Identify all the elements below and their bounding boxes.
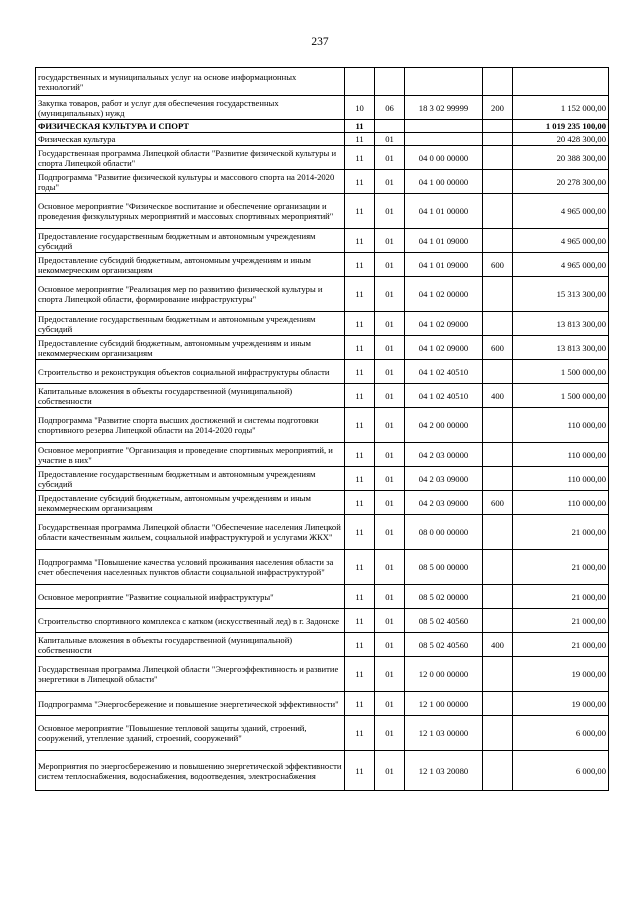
table-row (36, 692, 609, 716)
row-section-cell: 11 (345, 133, 375, 146)
row-subsection-cell: 01 (375, 491, 405, 515)
row-target-article-cell: 12 1 03 00000 (405, 716, 483, 751)
row-section-cell: 11 (345, 550, 375, 585)
row-subsection-cell: 01 (375, 146, 405, 170)
row-expense-type-cell (483, 515, 513, 550)
row-subsection-cell: 01 (375, 194, 405, 229)
row-section-cell: 11 (345, 253, 375, 277)
row-name-cell: Капитальные вложения в объекты государственной (муниципальной) собственности (36, 384, 345, 408)
row-target-article-cell (405, 120, 483, 133)
row-name-cell: Подпрограмма "Развитие спорта высших достижений и системы подготовки спортивного резерва Липецкой области на 2014-2020 годы" (36, 408, 345, 443)
row-section-cell (345, 68, 375, 96)
row-name-cell: Строительство спортивного комплекса с катком (искусственный лед) в г. Задонске (36, 609, 345, 633)
table-row (36, 360, 609, 384)
row-subsection-cell: 01 (375, 692, 405, 716)
row-target-article-cell: 08 5 00 00000 (405, 550, 483, 585)
row-amount-cell: 21 000,00 (513, 515, 609, 550)
row-name-cell: Государственная программа Липецкой области "Энергоэффективность и развитие энергетики в Липецкой области" (36, 657, 345, 692)
page-number: 237 (311, 36, 329, 48)
row-subsection-cell: 06 (375, 96, 405, 120)
row-expense-type-cell (483, 657, 513, 692)
row-section-cell: 11 (345, 170, 375, 194)
row-target-article-cell: 08 0 00 00000 (405, 515, 483, 550)
row-amount-cell: 110 000,00 (513, 491, 609, 515)
row-amount-cell: 1 500 000,00 (513, 360, 609, 384)
row-name-cell: Основное мероприятие "Организация и проведение спортивных мероприятий, и участие в них" (36, 443, 345, 467)
row-subsection-cell: 01 (375, 716, 405, 751)
row-expense-type-cell (483, 609, 513, 633)
row-expense-type-cell (483, 408, 513, 443)
row-target-article-cell: 08 5 02 40560 (405, 633, 483, 657)
row-section-cell: 11 (345, 609, 375, 633)
table-row (36, 609, 609, 633)
row-amount-cell: 110 000,00 (513, 443, 609, 467)
row-name-cell: Предоставление государственным бюджетным и автономным учреждениям субсидий (36, 229, 345, 253)
row-name-cell: ФИЗИЧЕСКАЯ КУЛЬТУРА И СПОРТ (36, 120, 345, 133)
row-amount-cell: 21 000,00 (513, 609, 609, 633)
row-section-cell: 11 (345, 360, 375, 384)
row-amount-cell: 20 278 300,00 (513, 170, 609, 194)
row-section-cell: 11 (345, 312, 375, 336)
row-section-cell: 10 (345, 96, 375, 120)
row-section-cell: 11 (345, 408, 375, 443)
row-expense-type-cell (483, 716, 513, 751)
row-section-cell: 11 (345, 336, 375, 360)
row-section-cell: 11 (345, 229, 375, 253)
row-section-cell: 11 (345, 120, 375, 133)
row-name-cell: Предоставление субсидий бюджетным, автономным учреждениям и иным некоммерческим организациям (36, 253, 345, 277)
row-target-article-cell: 04 1 02 00000 (405, 277, 483, 312)
row-expense-type-cell: 400 (483, 633, 513, 657)
table-row (36, 384, 609, 408)
row-expense-type-cell (483, 170, 513, 194)
row-section-cell: 11 (345, 491, 375, 515)
row-target-article-cell: 04 2 03 00000 (405, 443, 483, 467)
row-section-cell: 11 (345, 692, 375, 716)
row-expense-type-cell (483, 146, 513, 170)
row-amount-cell: 110 000,00 (513, 467, 609, 491)
row-subsection-cell (375, 120, 405, 133)
row-target-article-cell: 18 3 02 99999 (405, 96, 483, 120)
table-row (36, 96, 609, 120)
table-row (36, 146, 609, 170)
row-target-article-cell: 08 5 02 00000 (405, 585, 483, 609)
row-expense-type-cell (483, 312, 513, 336)
row-subsection-cell: 01 (375, 467, 405, 491)
table-row (36, 312, 609, 336)
table-row (36, 68, 609, 96)
row-expense-type-cell (483, 277, 513, 312)
row-amount-cell: 19 000,00 (513, 692, 609, 716)
row-target-article-cell (405, 133, 483, 146)
row-name-cell: Предоставление субсидий бюджетным, автономным учреждениям и иным некоммерческим организациям (36, 336, 345, 360)
row-amount-cell: 20 428 300,00 (513, 133, 609, 146)
row-amount-cell: 1 152 000,00 (513, 96, 609, 120)
row-amount-cell: 21 000,00 (513, 550, 609, 585)
table-row (36, 120, 609, 133)
table-row (36, 550, 609, 585)
row-subsection-cell: 01 (375, 360, 405, 384)
row-section-cell: 11 (345, 146, 375, 170)
row-amount-cell: 1 500 000,00 (513, 384, 609, 408)
row-subsection-cell (375, 68, 405, 96)
row-expense-type-cell (483, 467, 513, 491)
row-subsection-cell: 01 (375, 515, 405, 550)
table-row (36, 253, 609, 277)
row-name-cell: Государственная программа Липецкой области "Обеспечение населения Липецкой области качественным жильем, социальной инфраструктурой и услугами ЖКХ" (36, 515, 345, 550)
row-expense-type-cell (483, 194, 513, 229)
row-target-article-cell: 04 1 02 09000 (405, 336, 483, 360)
row-name-cell: Подпрограмма "Энергосбережение и повышение энергетической эффективности" (36, 692, 345, 716)
row-section-cell: 11 (345, 515, 375, 550)
row-amount-cell: 4 965 000,00 (513, 229, 609, 253)
row-name-cell: Строительство и реконструкция объектов социальной инфраструктуры области (36, 360, 345, 384)
table-row (36, 633, 609, 657)
row-expense-type-cell (483, 550, 513, 585)
row-subsection-cell: 01 (375, 312, 405, 336)
row-section-cell: 11 (345, 585, 375, 609)
row-amount-cell: 15 313 300,00 (513, 277, 609, 312)
row-target-article-cell: 04 1 02 09000 (405, 312, 483, 336)
row-name-cell: Предоставление государственным бюджетным и автономным учреждениям субсидий (36, 467, 345, 491)
row-expense-type-cell: 400 (483, 384, 513, 408)
row-target-article-cell: 04 1 00 00000 (405, 170, 483, 194)
row-target-article-cell: 04 1 01 09000 (405, 253, 483, 277)
row-expense-type-cell (483, 751, 513, 791)
row-name-cell: государственных и муниципальных услуг на основе информационных технологий" (36, 68, 345, 96)
row-subsection-cell: 01 (375, 170, 405, 194)
row-subsection-cell: 01 (375, 585, 405, 609)
row-subsection-cell: 01 (375, 277, 405, 312)
row-target-article-cell: 12 1 03 20080 (405, 751, 483, 791)
row-amount-cell (513, 68, 609, 96)
row-name-cell: Подпрограмма "Повышение качества условий проживания населения области за счет обеспечения населенных пунктов области социальной инфраструктурой" (36, 550, 345, 585)
row-name-cell: Капитальные вложения в объекты государственной (муниципальной) собственности (36, 633, 345, 657)
row-name-cell: Мероприятия по энергосбережению и повышению энергетической эффективности систем теплоснабжения, водоснабжения, водоотведения, электроснабжения (36, 751, 345, 791)
row-expense-type-cell: 200 (483, 96, 513, 120)
row-section-cell: 11 (345, 384, 375, 408)
table-row (36, 277, 609, 312)
table-row (36, 657, 609, 692)
row-amount-cell: 19 000,00 (513, 657, 609, 692)
row-subsection-cell: 01 (375, 408, 405, 443)
row-expense-type-cell (483, 133, 513, 146)
budget-table (35, 67, 609, 791)
table-row (36, 194, 609, 229)
row-name-cell: Основное мероприятие "Развитие социальной инфраструктуры" (36, 585, 345, 609)
row-target-article-cell (405, 68, 483, 96)
table-row (36, 133, 609, 146)
budget-table-body (36, 68, 609, 791)
row-amount-cell: 21 000,00 (513, 585, 609, 609)
row-target-article-cell: 04 1 02 40510 (405, 360, 483, 384)
row-section-cell: 11 (345, 194, 375, 229)
row-subsection-cell: 01 (375, 751, 405, 791)
row-expense-type-cell (483, 443, 513, 467)
row-name-cell: Основное мероприятие "Реализация мер по развитию физической культуры и спорта Липецкой области, формирование инфраструктуры" (36, 277, 345, 312)
table-row (36, 443, 609, 467)
table-row (36, 716, 609, 751)
row-section-cell: 11 (345, 716, 375, 751)
row-name-cell: Физическая культура (36, 133, 345, 146)
row-name-cell: Предоставление государственным бюджетным и автономным учреждениям субсидий (36, 312, 345, 336)
row-subsection-cell: 01 (375, 443, 405, 467)
row-amount-cell: 13 813 300,00 (513, 312, 609, 336)
table-row (36, 515, 609, 550)
row-name-cell: Основное мероприятие "Повышение тепловой защиты зданий, строений, сооружений, утепление зданий, строений, сооружений" (36, 716, 345, 751)
table-row (36, 491, 609, 515)
row-amount-cell: 110 000,00 (513, 408, 609, 443)
row-target-article-cell: 12 0 00 00000 (405, 657, 483, 692)
row-name-cell: Основное мероприятие "Физическое воспитание и обеспечение организации и проведения физкультурных мероприятий и массовых спортивных мероприятий" (36, 194, 345, 229)
row-section-cell: 11 (345, 657, 375, 692)
row-amount-cell: 4 965 000,00 (513, 194, 609, 229)
row-expense-type-cell (483, 68, 513, 96)
row-amount-cell: 1 019 235 100,00 (513, 120, 609, 133)
row-target-article-cell: 12 1 00 00000 (405, 692, 483, 716)
row-amount-cell: 21 000,00 (513, 633, 609, 657)
row-section-cell: 11 (345, 277, 375, 312)
row-subsection-cell: 01 (375, 609, 405, 633)
table-row (36, 751, 609, 791)
row-name-cell: Государственная программа Липецкой области "Развитие физической культуры и спорта Липецкой области" (36, 146, 345, 170)
row-target-article-cell: 04 2 00 00000 (405, 408, 483, 443)
row-expense-type-cell: 600 (483, 336, 513, 360)
row-subsection-cell: 01 (375, 633, 405, 657)
row-subsection-cell: 01 (375, 229, 405, 253)
row-target-article-cell: 08 5 02 40560 (405, 609, 483, 633)
row-expense-type-cell (483, 585, 513, 609)
row-subsection-cell: 01 (375, 384, 405, 408)
row-target-article-cell: 04 2 03 09000 (405, 467, 483, 491)
row-subsection-cell: 01 (375, 550, 405, 585)
row-expense-type-cell (483, 229, 513, 253)
row-expense-type-cell: 600 (483, 253, 513, 277)
row-name-cell: Предоставление субсидий бюджетным, автономным учреждениям и иным некоммерческим организациям (36, 491, 345, 515)
table-row (36, 336, 609, 360)
table-row (36, 467, 609, 491)
row-name-cell: Подпрограмма "Развитие физической культуры и массового спорта на 2014-2020 годы" (36, 170, 345, 194)
row-amount-cell: 20 388 300,00 (513, 146, 609, 170)
row-target-article-cell: 04 1 01 09000 (405, 229, 483, 253)
row-expense-type-cell (483, 360, 513, 384)
table-row (36, 170, 609, 194)
row-expense-type-cell (483, 120, 513, 133)
row-subsection-cell: 01 (375, 133, 405, 146)
row-target-article-cell: 04 0 00 00000 (405, 146, 483, 170)
row-section-cell: 11 (345, 443, 375, 467)
row-target-article-cell: 04 1 01 00000 (405, 194, 483, 229)
row-section-cell: 11 (345, 751, 375, 791)
row-amount-cell: 4 965 000,00 (513, 253, 609, 277)
row-subsection-cell: 01 (375, 657, 405, 692)
table-row (36, 229, 609, 253)
row-subsection-cell: 01 (375, 336, 405, 360)
row-expense-type-cell: 600 (483, 491, 513, 515)
row-target-article-cell: 04 1 02 40510 (405, 384, 483, 408)
row-section-cell: 11 (345, 633, 375, 657)
row-expense-type-cell (483, 692, 513, 716)
row-amount-cell: 13 813 300,00 (513, 336, 609, 360)
row-amount-cell: 6 000,00 (513, 716, 609, 751)
row-subsection-cell: 01 (375, 253, 405, 277)
row-amount-cell: 6 000,00 (513, 751, 609, 791)
table-row (36, 408, 609, 443)
table-row (36, 585, 609, 609)
row-name-cell: Закупка товаров, работ и услуг для обеспечения государственных (муниципальных) нужд (36, 96, 345, 120)
row-target-article-cell: 04 2 03 09000 (405, 491, 483, 515)
row-section-cell: 11 (345, 467, 375, 491)
